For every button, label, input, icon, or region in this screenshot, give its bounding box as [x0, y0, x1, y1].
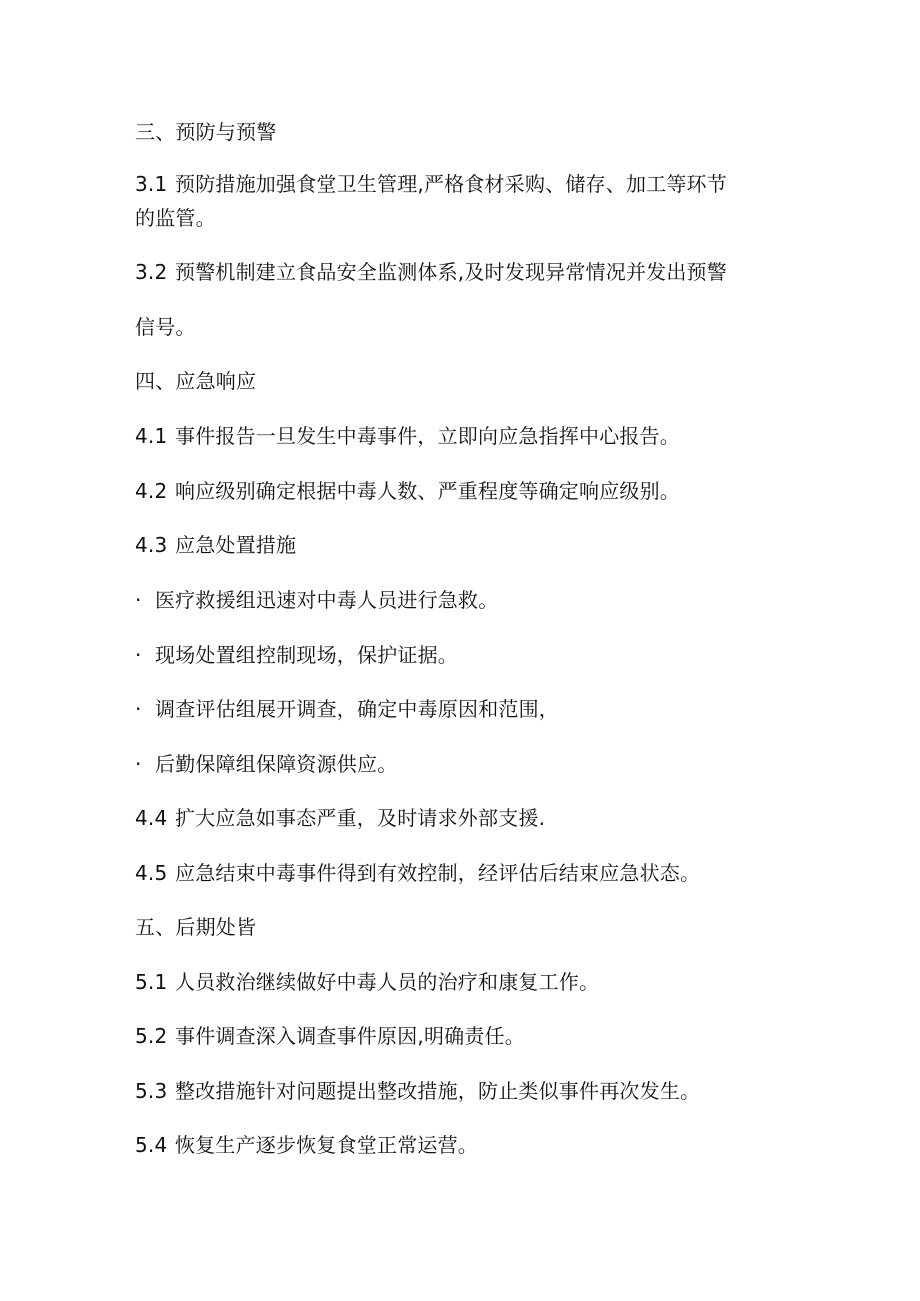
section-heading-response	[135, 368, 256, 394]
item-text: 应急处置措施	[175, 533, 297, 557]
bullet-item-logistics	[135, 751, 397, 777]
paragraph-3-2-continued	[135, 314, 196, 340]
paragraph-5-4	[135, 1132, 478, 1158]
heading-text: 五、后期处皆	[135, 915, 257, 939]
bullet-text: 调查评估组展开调查，确定中毒原因和范围，	[155, 697, 559, 721]
item-number: 5.4	[135, 1133, 168, 1157]
item-text: 事件调查深入调查事件原因,明确责任。	[175, 1024, 525, 1048]
bullet-text: 现场处置组控制现场，保护证据。	[155, 643, 458, 667]
item-text: 响应级别确定根据中毒人数、严重程度等确定响应级别。	[175, 479, 680, 503]
paragraph-5-1	[135, 969, 599, 995]
item-text-continued: 的监管。	[135, 206, 216, 230]
item-text: 恢复生产逐步恢复食堂正常运营。	[175, 1133, 478, 1157]
item-number: 4.1	[135, 424, 168, 448]
item-number: 4.4	[135, 806, 168, 830]
section-heading-aftermath	[135, 914, 256, 940]
paragraph-5-3	[135, 1078, 700, 1104]
bullet-dot: ·	[135, 588, 142, 612]
paragraph-4-3	[135, 532, 296, 558]
item-text: 预防措施加强食堂卫生管理,严格食材采购、储存、加工等环节	[175, 172, 727, 196]
paragraph-4-5	[135, 860, 700, 886]
heading-text: 三、预防与预警	[135, 120, 277, 144]
bullet-text: 医疗救援组迅速对中毒人员进行急救。	[155, 588, 499, 612]
paragraph-5-2	[135, 1023, 525, 1049]
heading-text: 四、应急响应	[135, 369, 257, 393]
item-number: 4.5	[135, 861, 168, 885]
paragraph-4-2	[135, 478, 680, 504]
item-text: 整改措施针对问题提出整改措施，防止类似事件再次发生。	[175, 1079, 701, 1103]
item-number: 3.1	[135, 172, 168, 196]
bullet-item-investigation	[135, 696, 559, 722]
item-number: 5.1	[135, 970, 168, 994]
item-text-continued: 信号。	[135, 315, 196, 339]
item-text: 事件报告一旦发生中毒事件，立即向应急指挥中心报告。	[175, 424, 680, 448]
paragraph-4-4	[135, 805, 545, 831]
item-number: 4.3	[135, 533, 168, 557]
item-number: 5.2	[135, 1024, 168, 1048]
bullet-text: 后勤保障组保障资源供应。	[155, 752, 398, 776]
paragraph-3-2	[135, 259, 727, 285]
item-number: 5.3	[135, 1079, 168, 1103]
bullet-dot: ·	[135, 697, 142, 721]
item-number: 3.2	[135, 260, 168, 284]
item-text: 应急结束中毒事件得到有效控制，经评估后结束应急状态。	[175, 861, 701, 885]
item-text: 扩大应急如事态严重，及时请求外部支援.	[175, 806, 546, 830]
paragraph-3-1-continued	[135, 205, 216, 231]
section-heading-prevention	[135, 119, 276, 145]
paragraph-4-1	[135, 423, 680, 449]
bullet-dot: ·	[135, 643, 142, 667]
paragraph-3-1	[135, 171, 727, 197]
bullet-item-site	[135, 642, 458, 668]
bullet-dot: ·	[135, 752, 142, 776]
item-number: 4.2	[135, 479, 168, 503]
bullet-item-medical	[135, 587, 498, 613]
item-text: 预警机制建立食品安全监测体系,及时发现异常情况并发出预警	[175, 260, 727, 284]
item-text: 人员救治继续做好中毒人员的治疗和康复工作。	[175, 970, 600, 994]
